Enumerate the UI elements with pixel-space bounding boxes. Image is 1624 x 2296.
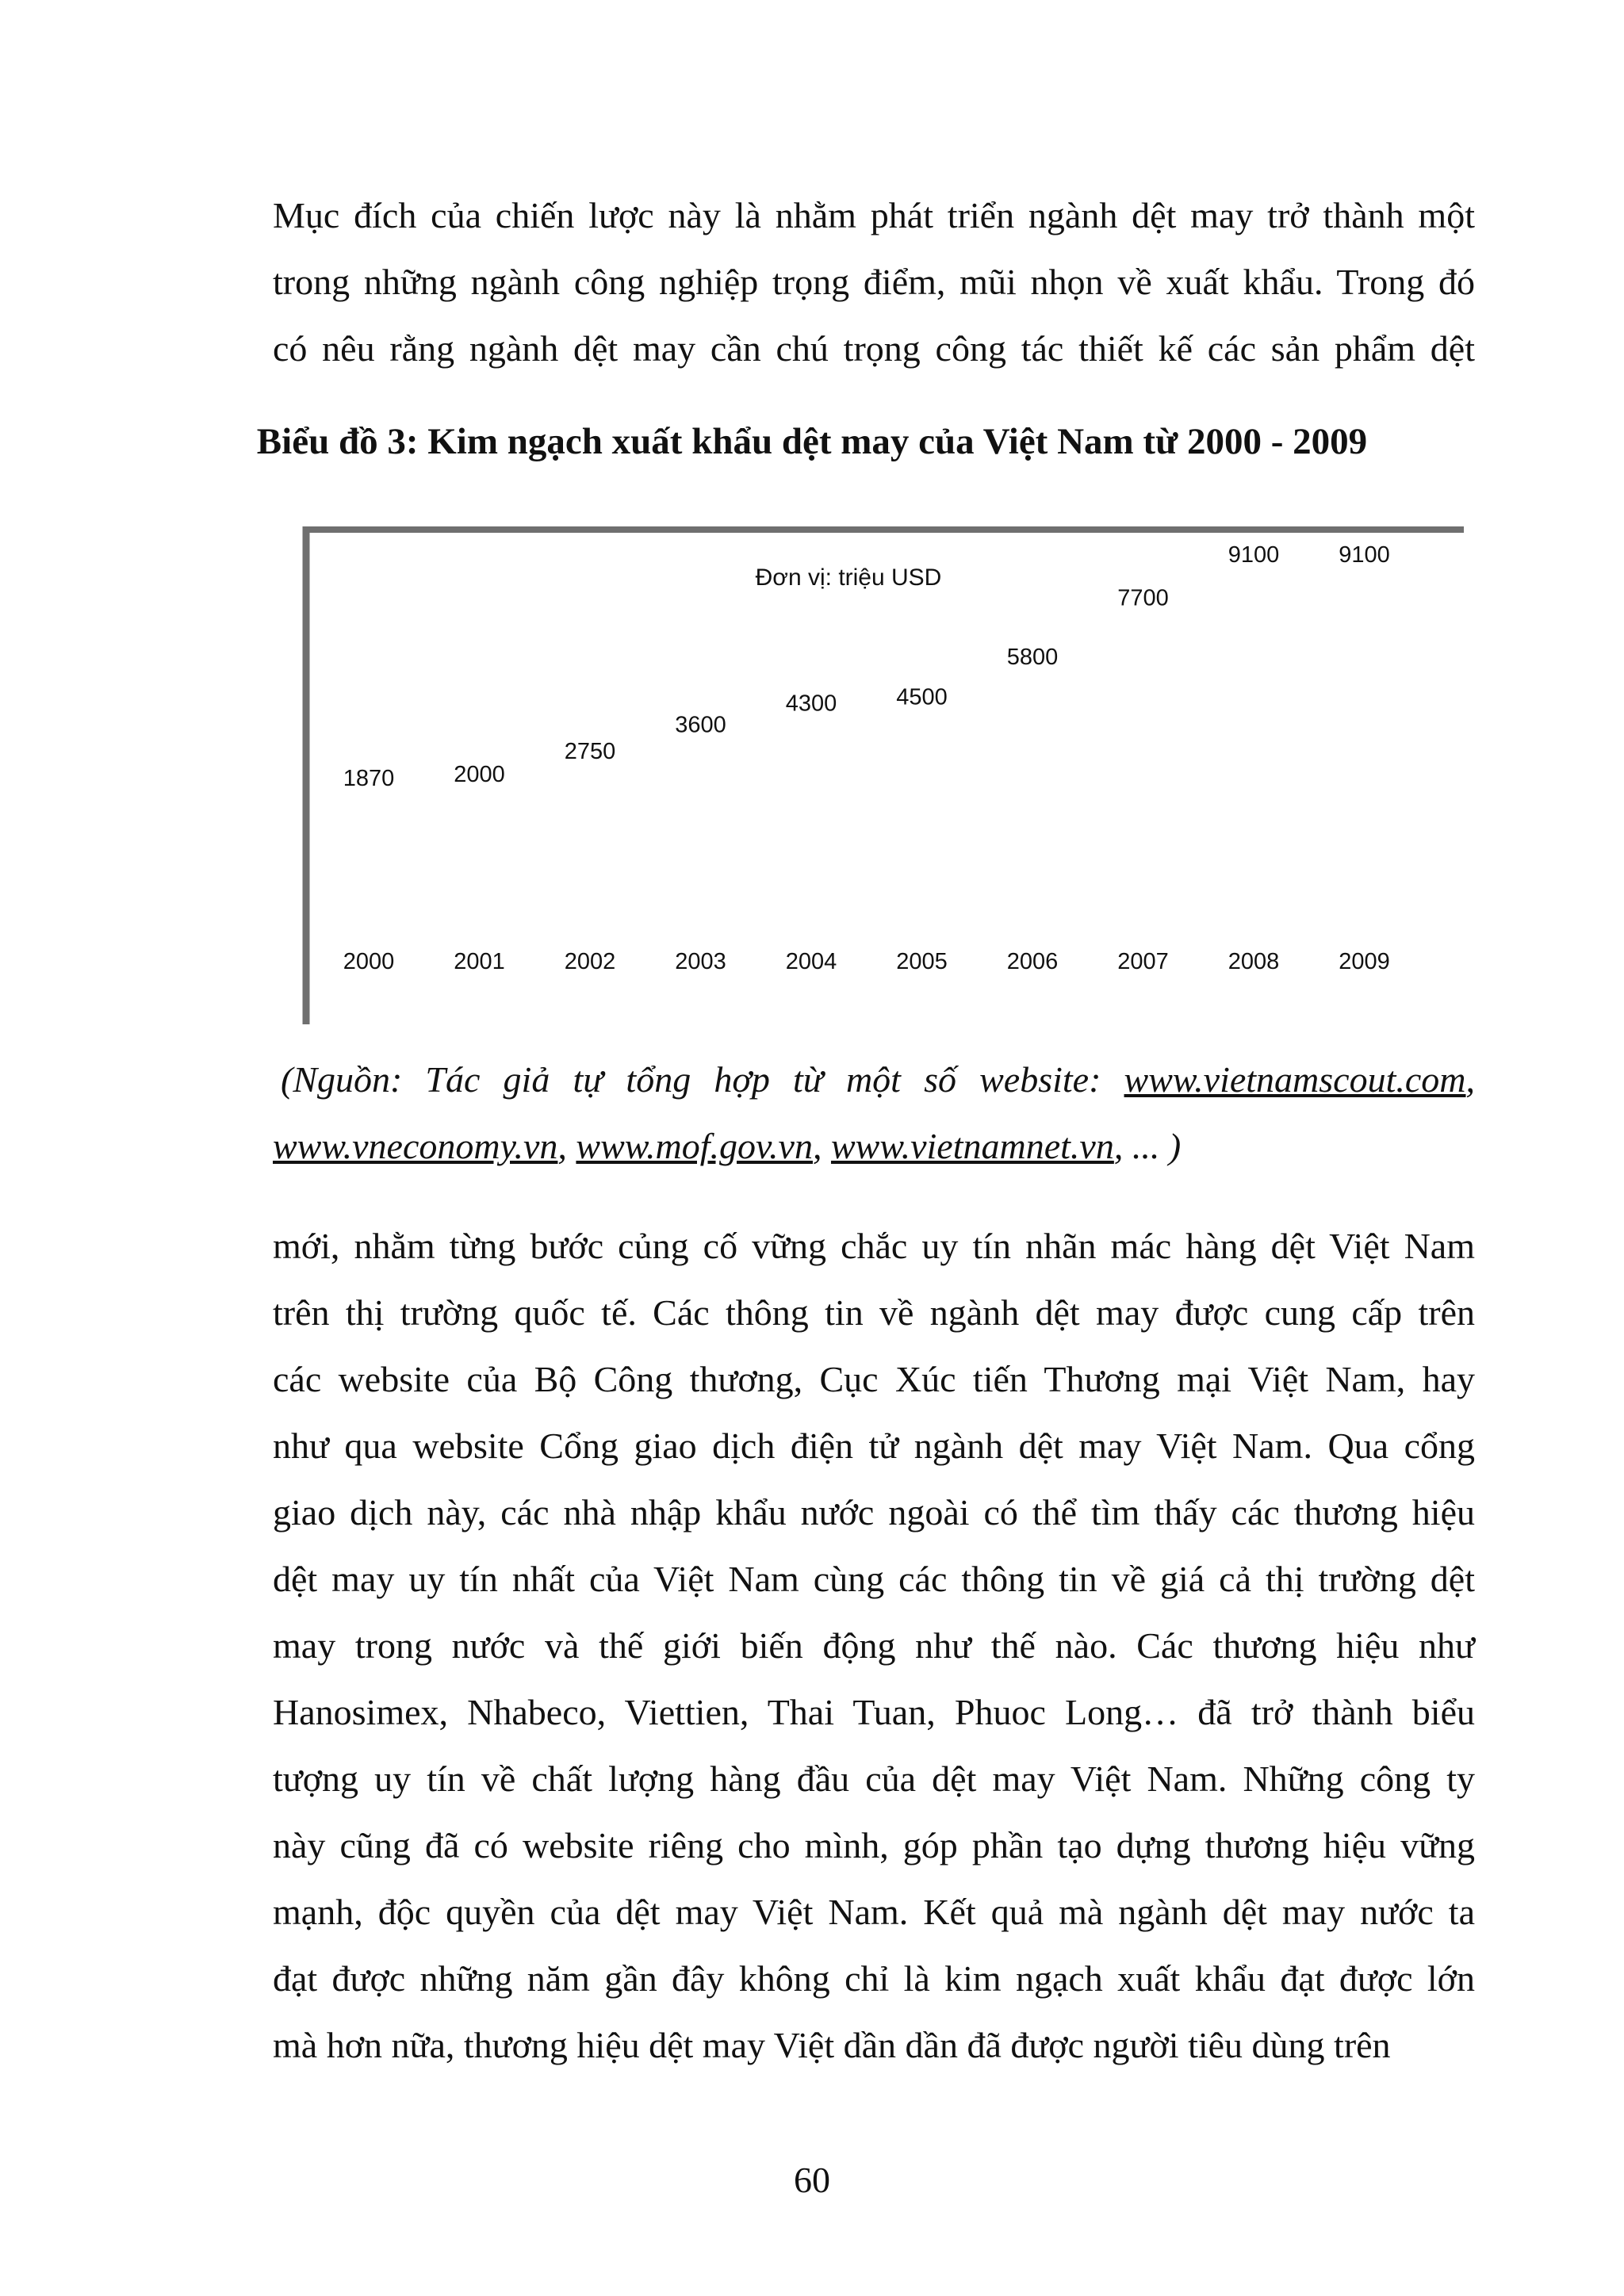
chart-marks — [343, 542, 1390, 974]
text-line: giao dịch này, các nhà nhập khẩu nước ngoài có thể tìm thấy các thương hiệu — [273, 1492, 1475, 1533]
data-label: 9100 — [1339, 542, 1390, 568]
category-label: 2007 — [1117, 949, 1169, 974]
export-chart — [301, 526, 1467, 1024]
text-line: có nêu rằng ngành dệt may cần chú trọng công tác thiết kế các sản phẩm dệt — [273, 328, 1475, 369]
figure-title: Biểu đồ 3: Kim ngạch xuất khẩu dệt may của Việt Nam từ 2000 - 2009 — [256, 421, 1368, 462]
chart-canvas — [301, 526, 1467, 1024]
source-line-2 — [273, 1113, 1475, 1180]
category-label: 2008 — [1228, 949, 1280, 974]
text-line: các website của Bộ Công thương, Cục Xúc tiến Thương mại Việt Nam, hay — [273, 1359, 1475, 1399]
data-label: 4500 — [896, 684, 948, 710]
source-link[interactable]: www.vneconomy.vn — [273, 1126, 558, 1166]
source-link[interactable]: www.mof.gov.vn — [576, 1126, 813, 1166]
paragraph-body — [273, 1213, 1475, 2079]
category-label: 2006 — [1006, 949, 1059, 974]
source-link[interactable]: www.vietnamnet.vn — [830, 1126, 1114, 1166]
data-label: 7700 — [1117, 585, 1169, 611]
category-label: 2001 — [454, 949, 505, 974]
data-label: 1870 — [343, 766, 395, 792]
category-label: 2000 — [343, 949, 395, 974]
text-line: như qua website Cổng giao dịch điện tử ngành dệt may Việt Nam. Qua cổng — [273, 1425, 1475, 1466]
paragraph-intro — [273, 182, 1475, 382]
text-line: mạnh, độc quyền của dệt may Việt Nam. Kết quả mà ngành dệt may nước ta — [273, 1892, 1475, 1932]
data-label: 3600 — [675, 712, 726, 738]
unit-label: Đơn vị: triệu USD — [755, 564, 942, 591]
category-label: 2005 — [896, 949, 948, 974]
text-line: tượng uy tín về chất lượng hàng đầu của dệt may Việt Nam. Những công ty — [273, 1758, 1475, 1799]
text-line: Mục đích của chiến lược này là nhằm phát triển ngành dệt may trở thành một — [273, 195, 1475, 235]
text-line: trong những ngành công nghiệp trọng điểm, mũi nhọn về xuất khẩu. Trong đó — [273, 262, 1475, 302]
data-label: 5800 — [1006, 644, 1059, 670]
text-line: mới, nhằm từng bước củng cố vững chắc uy tín nhãn mác hàng dệt Việt Nam — [273, 1226, 1475, 1266]
source-separator: , — [1465, 1059, 1475, 1100]
source-suffix: , ... ) — [1113, 1126, 1182, 1166]
text-line: này cũng đã có website riêng cho mình, góp phần tạo dựng thương hiệu vững — [273, 1825, 1475, 1866]
source-prefix: (Nguồn: Tác giả tự tổng hợp từ một số website: — [281, 1059, 1124, 1100]
source-separator: , — [557, 1126, 576, 1166]
data-label: 4300 — [785, 691, 837, 717]
page-number: 60 — [794, 2160, 830, 2200]
source-line-1 — [273, 1047, 1475, 1113]
text-line: Hanosimex, Nhabeco, Viettien, Thai Tuan, Phuoc Long… đã trở thành biểu — [273, 1692, 1475, 1732]
source-link[interactable]: www.vietnamscout.com — [1124, 1059, 1466, 1100]
category-label: 2004 — [785, 949, 837, 974]
text-line: may trong nước và thế giới biến động như thế nào. Các thương hiệu như — [273, 1625, 1475, 1666]
data-label: 2000 — [454, 762, 505, 787]
source-note — [273, 1047, 1475, 1180]
category-label: 2009 — [1339, 949, 1390, 974]
source-separator: , — [812, 1126, 831, 1166]
text-line: đạt được những năm gần đây không chỉ là kim ngạch xuất khẩu đạt được lớn — [273, 1958, 1475, 1999]
data-label: 9100 — [1228, 542, 1280, 568]
text-line: trên thị trường quốc tế. Các thông tin về ngành dệt may được cung cấp trên — [273, 1292, 1475, 1333]
data-label: 2750 — [564, 738, 616, 764]
category-label: 2003 — [675, 949, 726, 974]
text-line: mà hơn nữa, thương hiệu dệt may Việt dần dần đã được người tiêu dùng trên — [273, 2025, 1391, 2065]
category-label: 2002 — [564, 949, 616, 974]
text-line: dệt may uy tín nhất của Việt Nam cùng các thông tin về giá cả thị trường dệt — [273, 1559, 1475, 1599]
